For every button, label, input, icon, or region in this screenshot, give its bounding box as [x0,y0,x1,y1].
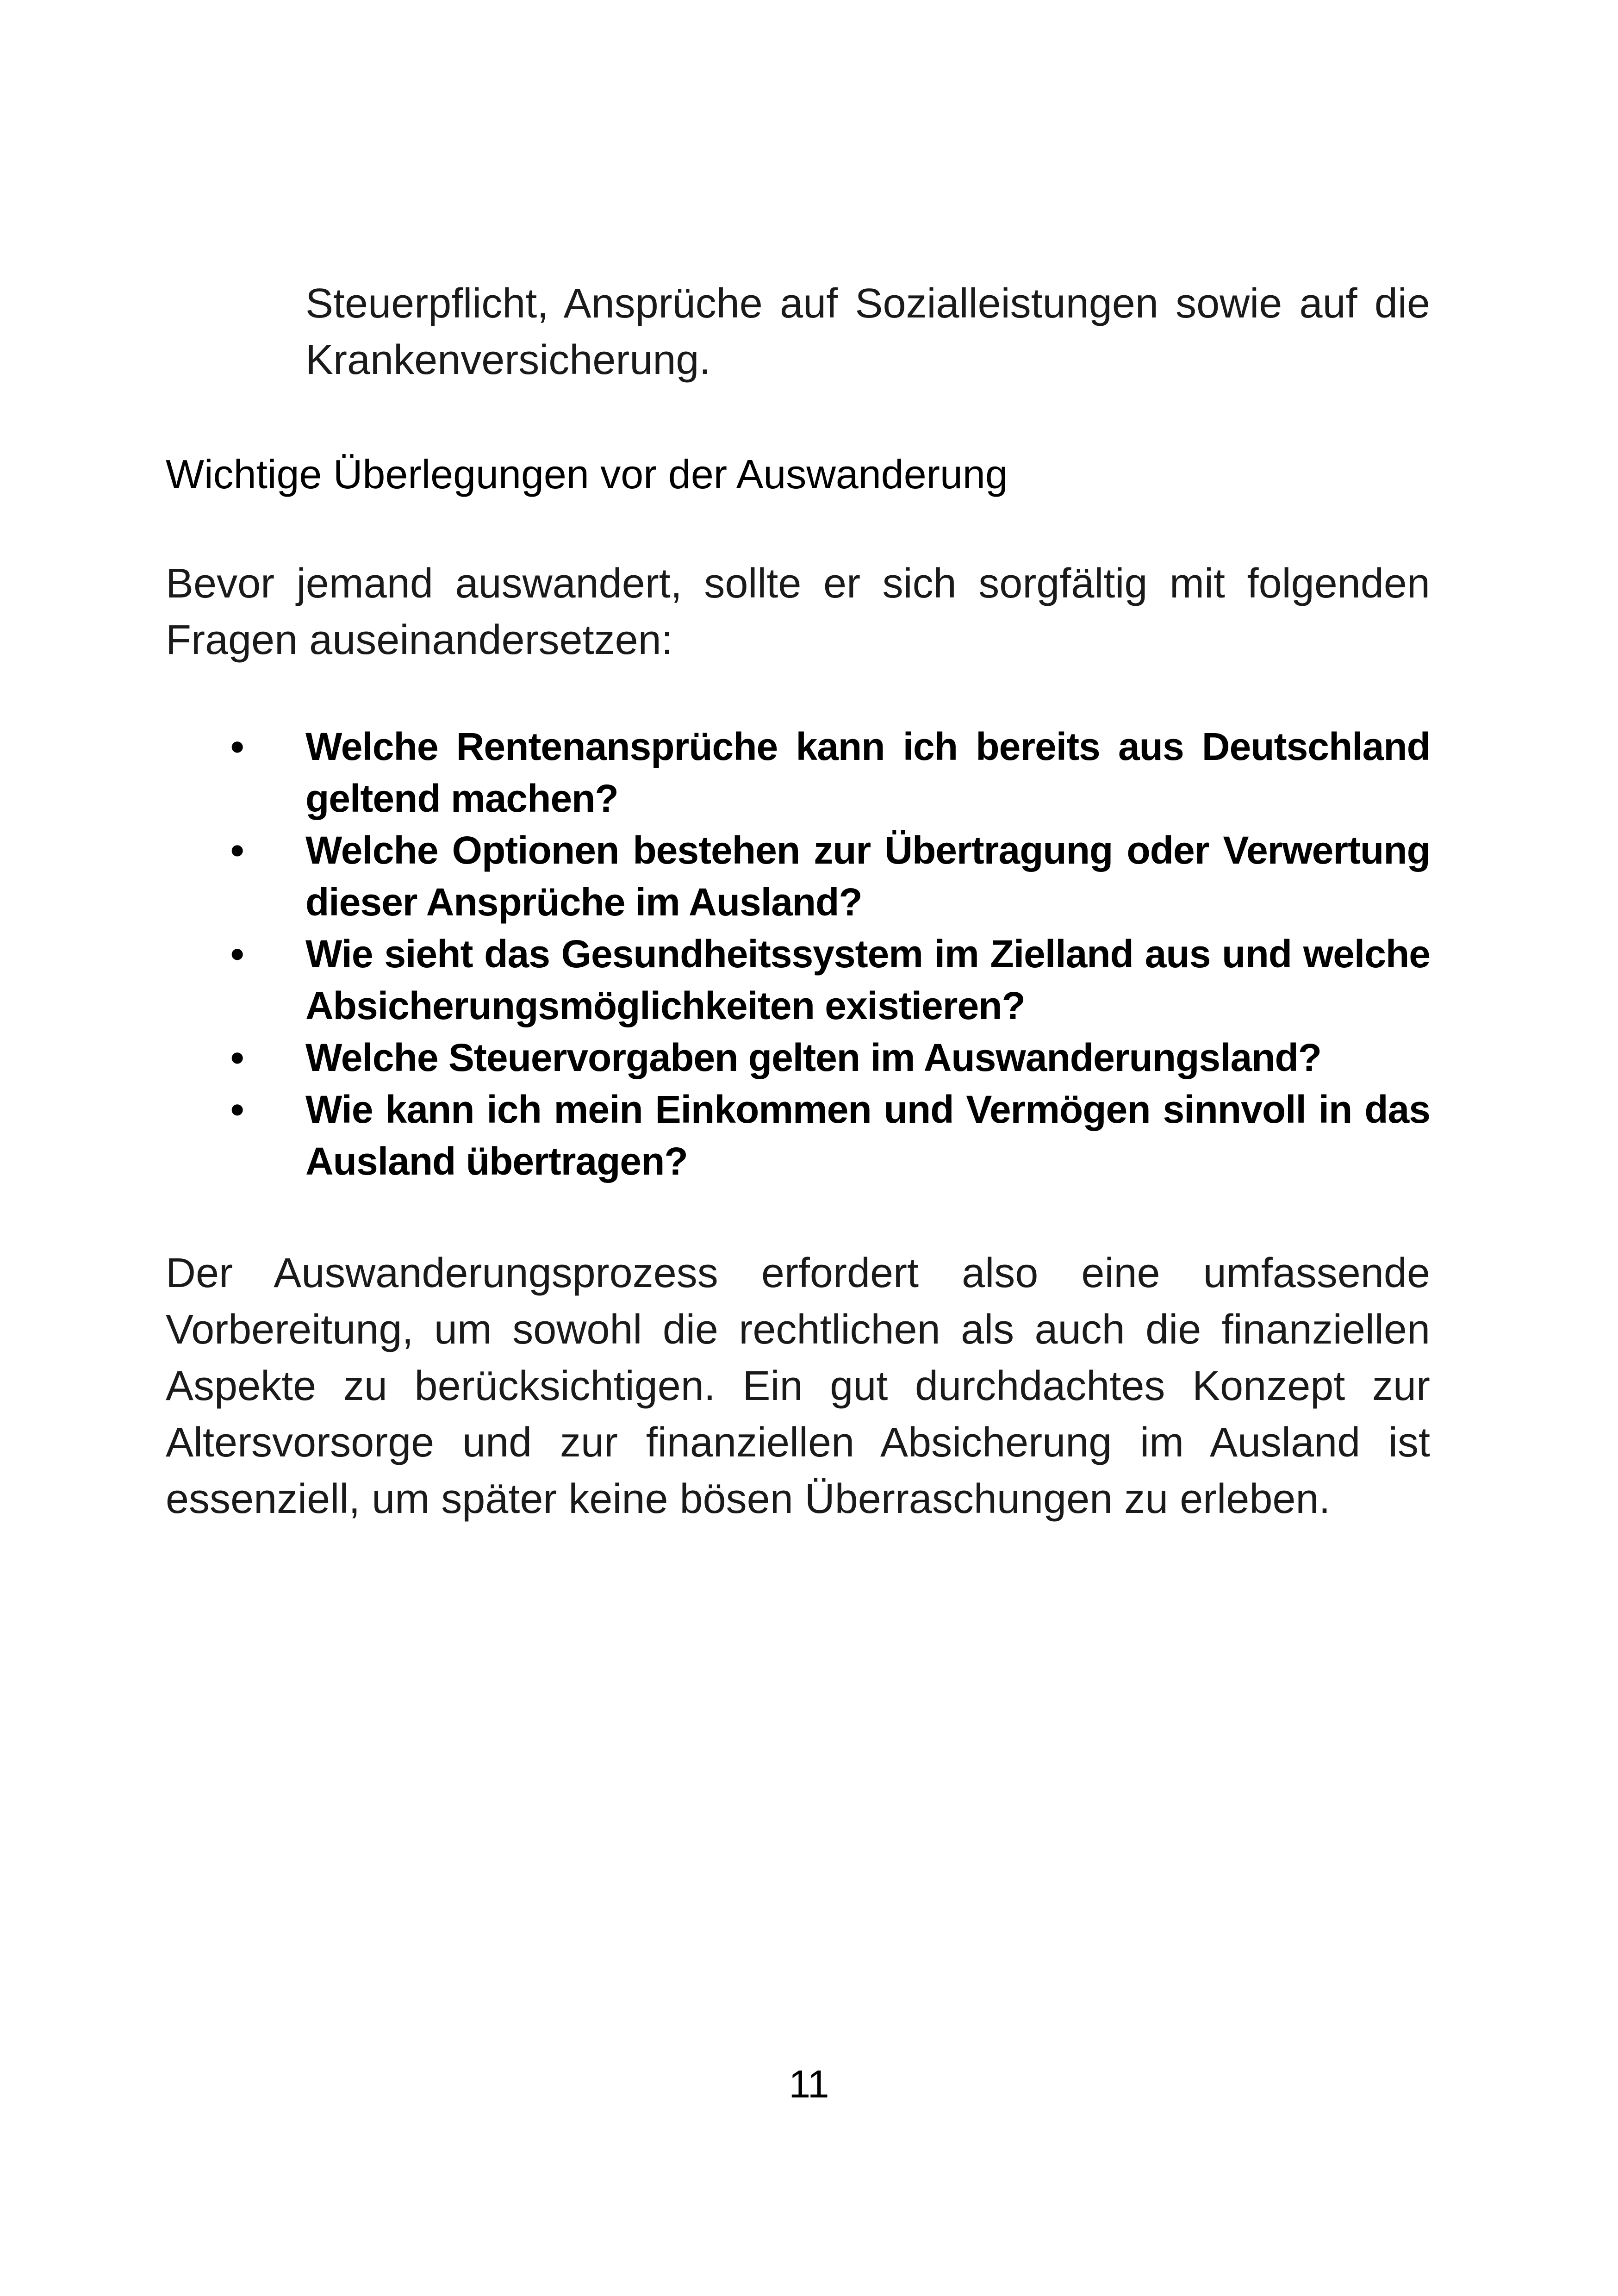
bullet-icon: • [230,1088,244,1131]
question-text: Wie sieht das Gesundheitssystem im Zielland aus und welche Absicherungsmöglichkeiten existieren? [305,932,1430,1027]
question-list [166,721,1430,1187]
question-text: Welche Steuervorgaben gelten im Auswanderungsland? [305,1036,1322,1079]
question-text: Wie kann ich mein Einkommen und Vermögen sinnvoll in das Ausland übertragen? [305,1088,1430,1183]
bullet-icon: • [230,828,244,872]
conclusion-paragraph: Der Auswanderungsprozess erfordert also eine umfassende Vorbereitung, um sowohl die rechtlichen als auch die finanziellen Aspekte zu berücksichtigen. Ein gut durchdachtes Konzept zur Altersvorsorge und zur finanziellen Absicherung im Ausland ist essenziell, um später keine bösen Überraschungen zu erleben. [166,1250,1430,1522]
continuation-paragraph: Steuerpflicht, Ansprüche auf Sozialleistungen sowie auf die Krankenversicherung. [305,280,1430,383]
section-heading: Wichtige Überlegungen vor der Auswanderung [166,451,1008,497]
list-item [166,1032,1430,1083]
question-text: Welche Optionen bestehen zur Übertragung oder Verwertung dieser Ansprüche im Ausland? [305,828,1430,924]
intro-paragraph: Bevor jemand auswandert, sollte er sich sorgfältig mit folgenden Fragen auseinandersetzen: [166,560,1430,663]
list-item [166,824,1430,928]
question-text: Welche Rentenansprüche kann ich bereits aus Deutschland geltend machen? [305,725,1430,820]
list-item [166,1083,1430,1187]
page-number: 11 [789,2062,829,2106]
bullet-icon: • [230,725,244,768]
bullet-icon: • [230,932,244,976]
list-item [166,928,1430,1032]
list-item [166,721,1430,824]
bullet-icon: • [230,1036,244,1079]
